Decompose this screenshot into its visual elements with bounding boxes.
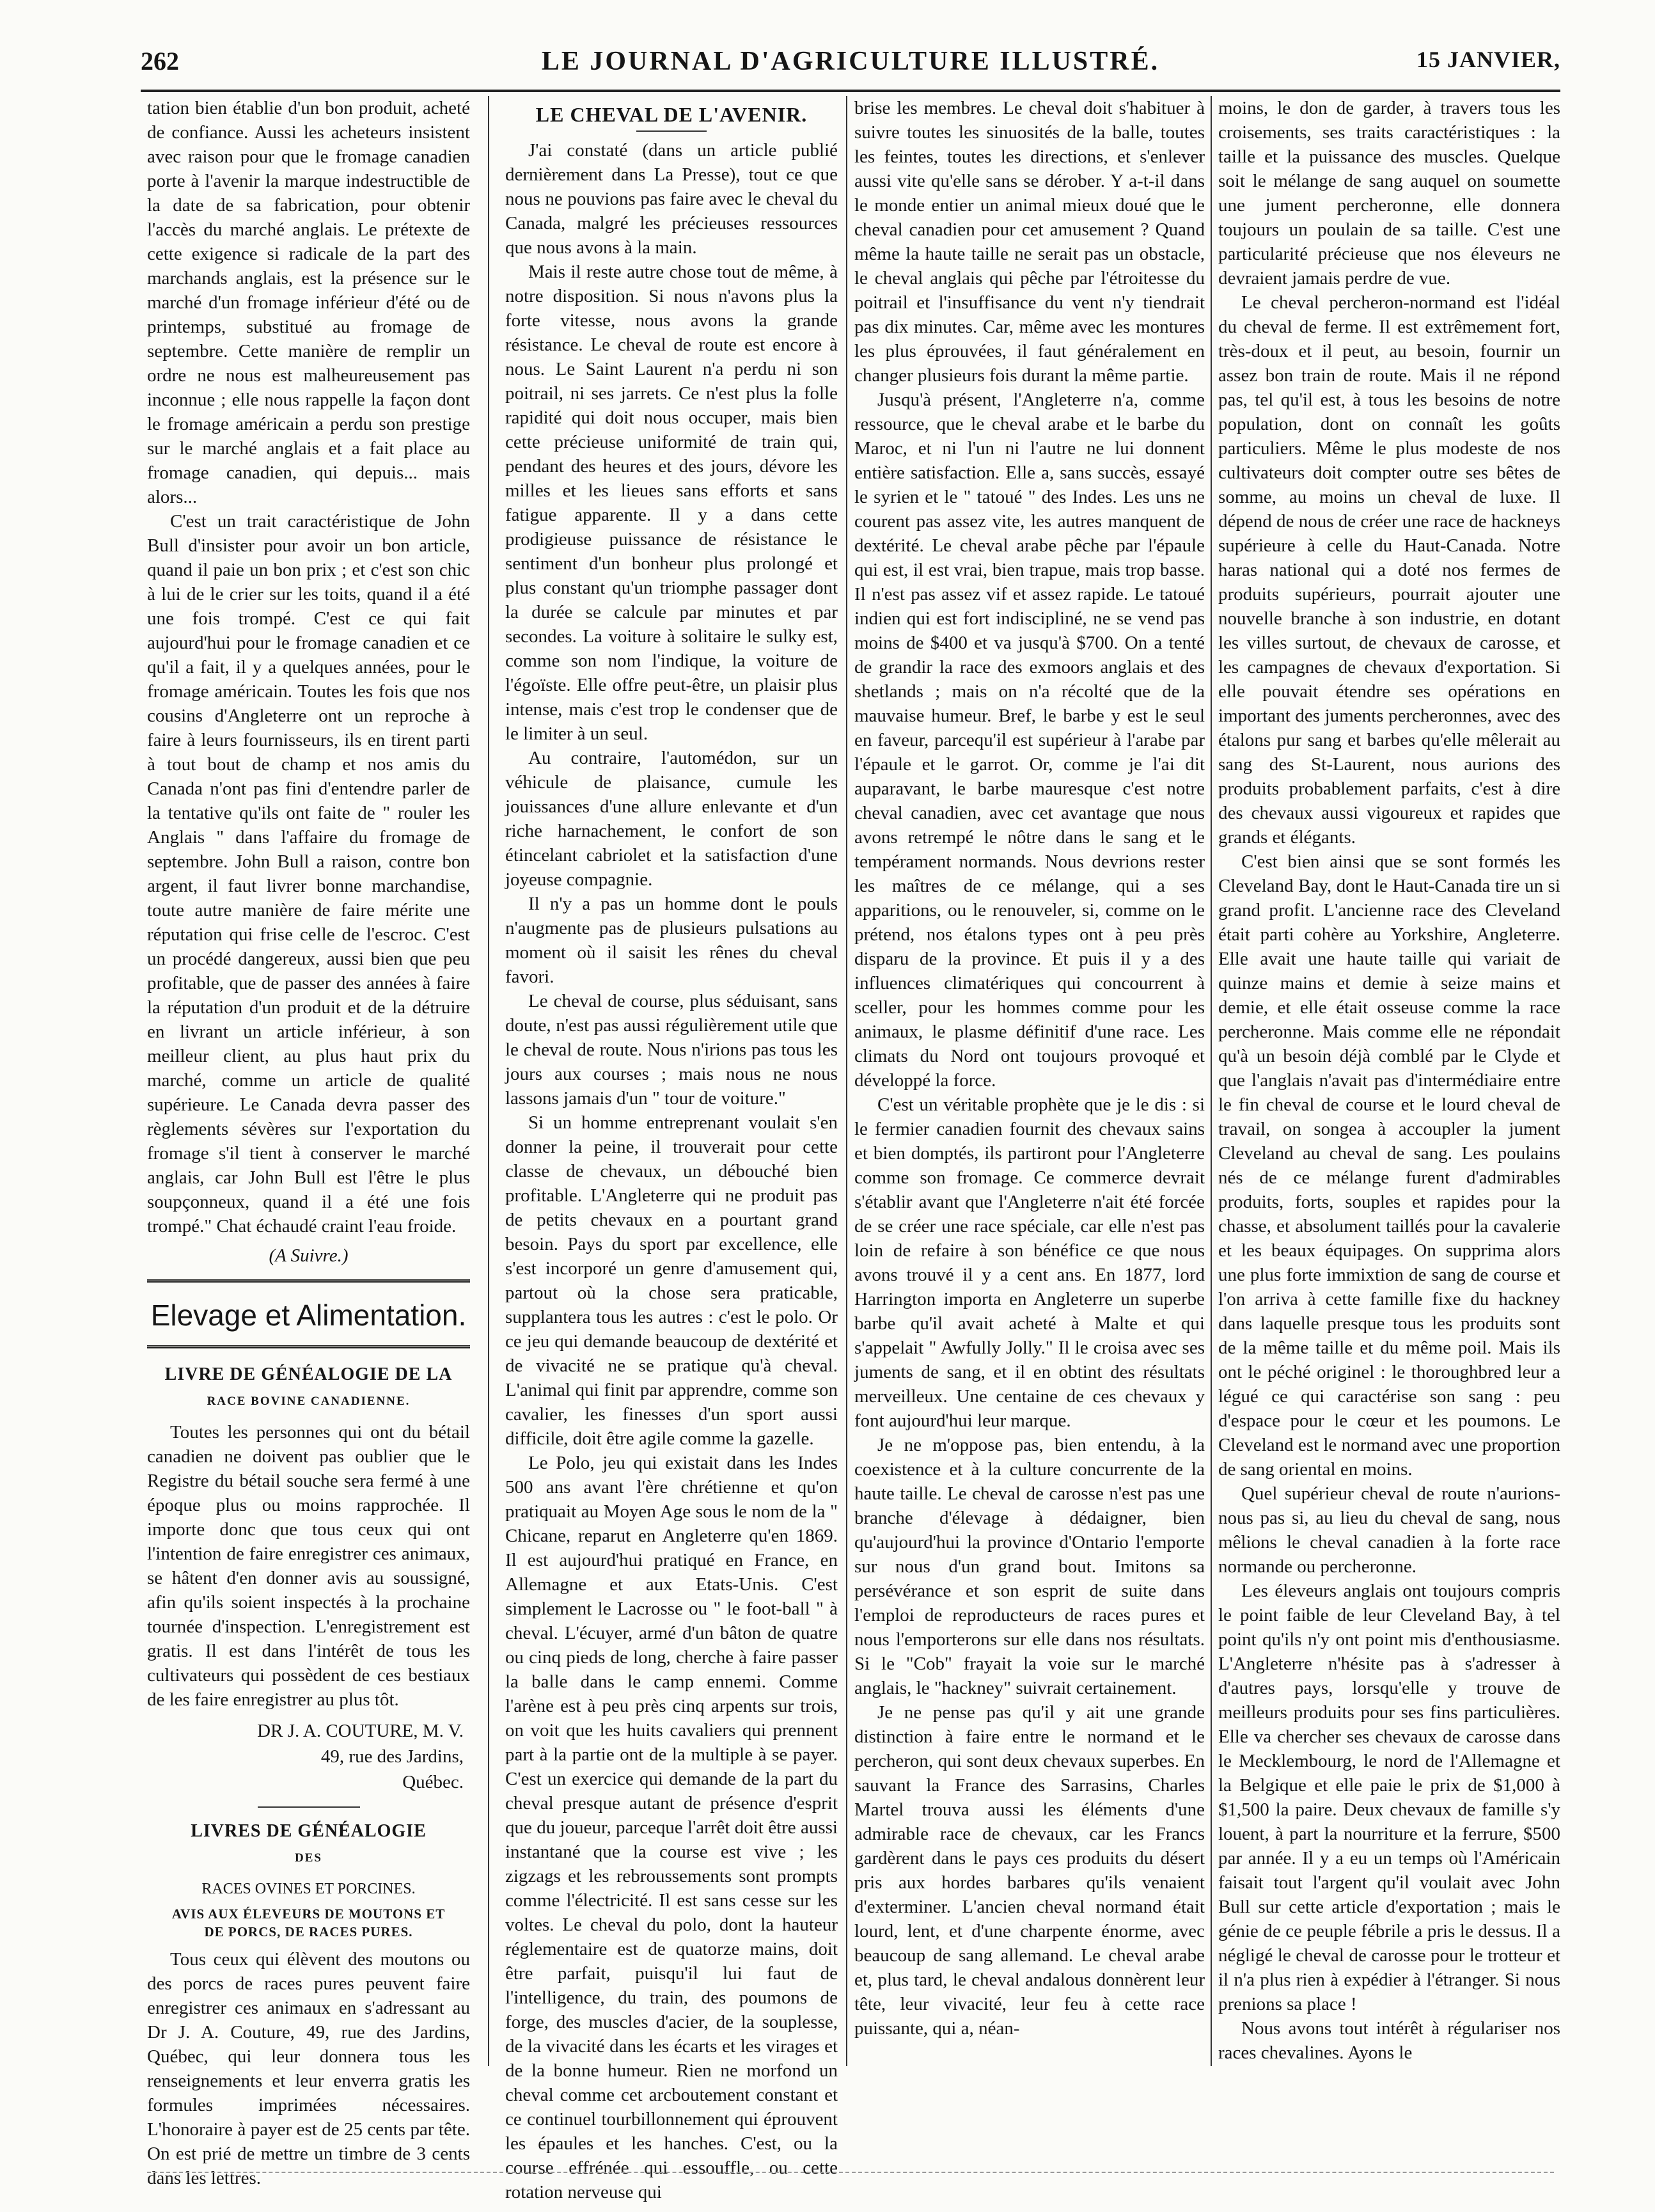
paragraph: brise les membres. Le cheval doit s'habituer à suivre toutes les sinuosités de la balle, toutes les feintes, toutes les directions, et s'enlever aussi vite qu'elle sans se dérober. Y a-t-il dans le monde entier un animal mieux doué que le cheval canadien pour cet amusement ? Quand même la haute taille ne serait pas un obstacle, le cheval anglais qui pêche par l'étroitesse du poitrail et l'insuffisance du vent n'y tiendrait pas dix minutes. Car, même avec les montures les plus éprouvées, il faut généralement en changer plusieurs fois durant la même partie.	[854, 98, 1205, 386]
paragraph: moins, le don de garder, à travers tous les croisements, ses traits caractéristiques : la taille et la puissance des muscles. Quelque soit le mélange de sang auquel on soumette une jument percheronne, elle donnera toujours un poulain de sa taille. C'est une particularité précieuse que nos éleveurs ne devraient jamais perdre de vue.	[1218, 98, 1560, 288]
livre-title: LIVRE DE GÉNÉALOGIE DE LA	[164, 1364, 453, 1384]
column-divider	[1211, 96, 1212, 2066]
paragraph: C'est un véritable prophète que je le dis : si le fermier canadien fournit des chevaux sains et bien domptés, ils partiront pour l'Angleterre comme son fromage. Ce commerce devrait s'établir avant que l'Angleterre n'ait été forcée de se créer une race spéciale, car elle n'est pas loin de refaire à son bénéfice ce que nous avons trouvé il y a cent ans. En 1877, lord Harrington importa en Angleterre un superbe barbe qu'il avait acheté à Malte et qui s'appelait " Awfully Jolly." Il le croisa avec ses juments de sang, et il en obtint des résultats merveilleux. Une centaine de ces chevaux y font aujourd'hui leur marque.	[854, 1094, 1205, 1431]
paragraph: Le Polo, jeu qui existait dans les Indes 500 ans avant l'ère chrétienne et qu'on pratiquait au Moyen Age sous le nom de la " Chicane, reparut en Angleterre qu'en 1869. Il est aujourd'hui pratiqué en France, en Allemagne et aux Etats-Unis. C'est simplement le Lacrosse ou " le foot-ball " à cheval. L'écuyer, armé d'un bâton de quatre ou cinq pieds de long, cherche à faire passer la balle dans le camp ennemi. Comme l'arène est à peu près cinq arpents sur trois, on voit que les huits cavaliers qui prennent part à la partie ont de la multiple à se payer. C'est un exercice qui demande de la part du cheval presque autant de présence d'esprit que du joueur, parceque l'arrêt doit être aussi instantané que la course est vive ; les zigzags et les rebroussements sont prompts comme l'électricité. Il est sans cesse sur les voltes. Le cheval du polo, dont la hauteur réglementaire est de quatorze mains, doit être parfait, puisqu'il lui faut de l'intelligence, du train, des poumons de forge, des muscles d'acier, de la souplesse, de la vivacité dans les écarts et les virages et de la bonne humeur. Rien ne morfond un cheval comme cet arcboutement constant et ce continuel tourbillonnement qui éprouvent les épaules et les hanches. C'est, ou la course effrénée qui essouffle, ou cette rotation nerveuse qui	[505, 1453, 838, 2202]
paragraph: Mais il reste autre chose tout de même, à notre disposition. Si nous n'avons plus la forte vitesse, nous avons la grande résistance. Le cheval de route est encore à nous. Le Saint Laurent n'a perdu ni son poitrail, ni ses jarrets. Ce n'est plus la folle rapidité qui doit nous occuper, mais bien cette précieuse uniformité de train qui, pendant des heures et des jours, dévore les milles et les lieues sans efforts et sans fatigue apparente. Il y a dans cette prodigieuse puissance de résistance le sentiment d'un bonheur plus prolongé et plus constant qu'un triomphe passager dont la durée se calcule par minutes et par secondes. La voiture à solitaire le sulky est, comme son nom l'indique, la voiture de l'égoïste. Elle offre peut-être, un plaisir plus intense, mais c'est trop le condenser que de le limiter à un seul.	[505, 262, 838, 744]
paragraph: Le cheval percheron-normand est l'idéal du cheval de ferme. Il est extrêmement fort, très-doux et il peut, au besoin, fournir un assez bon train de route. Mais il ne répond pas, tel qu'il est, à tous les besoins de notre population, dont on connaît les goûts particuliers. Même le plus modeste de nos cultivateurs doit compter outre ses bêtes de somme, au moins un cheval de luxe. Il dépend de nous de créer une race de hackneys supérieure à celle du Haut-Canada. Notre haras national qui a doté nos fermes de produits supérieurs, pourrait ajouter une nouvelle branche à son industrie, en dotant les villes surtout, de chevaux de carosse, et les campagnes de chevaux d'exportation. Si elle pouvait étendre ses opérations en important des juments percheronnes, avec des étalons pur sang et barbes qu'elle mêlerait au sang des St-Laurent, nous aurions des produits probablement parfaits, c'est à dire des chevaux aussi vigoureux et rapides que grands et élégants.	[1218, 292, 1560, 848]
paragraph: Je ne pense pas qu'il y ait une grande distinction à faire entre le normand et le percheron, qui sont deux chevaux superbes. En sauvant la France des Sarrasins, Charles Martel trouva aussi les éléments d'une admirable race de chevaux, car les Francs gardèrent dans le pays ces produits du désert pris aux hordes barbares qu'ils venaient d'exterminer. L'ancien cheval normand était lourd, lent, et d'une charpente énorme, avec beaucoup de sang allemand. Le cheval arabe et, plus tard, le cheval andalous donnèrent leur tête, leur vivacité, leur feu à cette race puissante, qui a, néan-	[854, 1702, 1205, 2039]
paragraph: Il n'y a pas un homme dont le pouls n'augmente pas de plusieurs pulsations au moment où il saisit les rênes du cheval favori.	[505, 894, 838, 987]
column-1	[147, 96, 470, 2188]
avis-line: AVIS AUX ÉLEVEURS DE MOUTONS ET	[171, 1906, 446, 1922]
column-divider	[846, 96, 847, 2066]
article-title: LE CHEVAL DE L'AVENIR.	[535, 103, 808, 126]
paragraph: tation bien établie d'un bon produit, acheté de confiance. Aussi les acheteurs insistent avec raison pour que le fromage canadien porte à l'avenir la marque indestructible de la date de sa fabrication, pour obtenir l'accès du marché anglais. Le prétexte de cette exigence si radicale de la part des marchands anglais, est la présence sur le marché d'un fromage inférieur d'été ou de printemps, substitué au fromage de septembre. Cette manière de remplir un ordre ne nous est malheureusement pas inconnue ; elle nous rappelle la façon dont le fromage américain a perdu son prestige sur le marché anglais et a fait place au fromage canadien, qui depuis... mais alors...	[147, 98, 470, 507]
paragraph: Si un homme entreprenant voulait s'en donner la peine, il trouverait pour cette classe de chevaux, un débouché bien profitable. L'Angleterre qui ne produit pas de petits chevaux en a pourtant grand besoin. Pays du sport par excellence, elle s'est incorporé un genre d'amusement qui, partout où la chose sera praticable, supplantera tous les autres : c'est le polo. Or ce jeu qui demande beaucoup de dextérité et de vivacité ne se pratique qu'à cheval. L'animal qui finit par apprendre, comme son cavalier, les finesses d'un sport aussi difficile, doit être agile comme la gazelle.	[505, 1112, 838, 1449]
section-rule	[147, 1345, 470, 1351]
title-rule	[636, 130, 707, 132]
paragraph: Je ne m'oppose pas, bien entendu, à la coexistence et à la culture concurrente de la haute taille. Le cheval de carosse n'est pas une branche d'élevage à dédaigner, bien qu'aujourd'hui la province d'Ontario l'emporte sur nous d'un grand bout. Imitons sa persévérance et son esprit de suite dans l'emploi de reproducteurs de races pures et nous l'emporterons sur elle dans nos résultats. Si le "Cob" frayait la voie sur le marché anglais, le "hackney" suivrait certainement.	[854, 1435, 1205, 1698]
livres-races: RACES OVINES ET PORCINES.	[201, 1881, 416, 1897]
avis-heading	[147, 1905, 470, 1941]
signature-address: 49, rue des Jardins,	[320, 1746, 464, 1767]
header-rule	[141, 90, 1560, 92]
avis-line: DE PORCS, DE RACES PURES.	[204, 1924, 413, 1939]
signature-city: Québec.	[402, 1772, 464, 1792]
paragraph: Nous avons tout intérêt à régulariser nos races chevalines. Ayons le	[1218, 2018, 1560, 2063]
livres-title: LIVRES DE GÉNÉALOGIE	[191, 1821, 427, 1841]
divider	[258, 1806, 360, 1808]
signature-name: DR J. A. COUTURE, M. V.	[257, 1721, 464, 1741]
section-title: Elevage et Alimentation.	[150, 1299, 467, 1332]
paragraph: Jusqu'à présent, l'Angleterre n'a, comme ressource, que le cheval arabe et le barbe du Maroc, et ni l'un ni l'autre ne lui donnent entière satisfaction. Elle a, sans succès, essayé le syrien et le " tatoué " des Indes. Les uns ne courent pas assez vite, les autres manquent de dextérité. Le cheval arabe pêche par l'épaule qui est, il est vrai, bien trapue, mais trop basse. Il n'est pas assez vif et assez rapide. Le tatoué indien qui est fort indiscipliné, ne se vend pas moins de $400 et va jusqu'à $700. On a tenté de grandir la race des exmoors anglais et des shetlands ; mais on n'a récolté que de la mauvaise humeur. Bref, le barbe y est le seul en faveur, parcequ'il est supérieur à l'arabe par l'épaule et le garrot. Or, comme je l'ai dit auparavant, le barbe mauresque c'est notre cheval canadien, avec cet avantage que nous avons retrempé le nôtre dans le sang et le tempérament normands. Nous devrions rester les maîtres de ce mélange, qui a ses apparitions, ou le renouveler, si, comme on le prétend, nos étalons types ont à peu près disparu de la province. Et puis il y a des influences climatériques qui concourrent à sceller, pour les hommes comme pour les animaux, le plasme définitif d'une race. Les climats du Nord ont toujours provoqué et développé la force.	[854, 390, 1205, 1091]
to-be-continued: (A Suivre.)	[269, 1245, 349, 1266]
issue-date: 15 JANVIER,	[1416, 47, 1560, 72]
paragraph: J'ai constaté (dans un article publié dernièrement dans La Presse), tout ce que nous ne pouvions pas faire avec le cheval du Canada, malgré les précieuses ressources que nous avons à la main.	[505, 140, 838, 258]
page-number: 262	[141, 47, 179, 75]
bottom-edge-marks	[147, 2172, 1554, 2173]
paragraph: Quel supérieur cheval de route n'aurions-nous pas si, au lieu du cheval de sang, nous mêlions le cheval canadien à la forte race normande ou percheronne.	[1218, 1483, 1560, 1577]
masthead	[141, 46, 1560, 82]
paragraph: Tous ceux qui élèvent des moutons ou des porcs de races pures peuvent faire enregistrer ces animaux en s'adressant au Dr J. A. Couture, 49, rue des Jardins, Québec, qui leur donnera tous les renseignements et leur enverra gratis les formules imprimées nécessaires. L'honoraire à payer est de 25 cents par tête. On est prié de mettre un timbre de 3 cents dans les lettres.	[147, 1949, 470, 2188]
paragraph: Au contraire, l'automédon, sur un véhicule de plaisance, cumule les jouissances d'une allure enlevante et d'un riche harnachement, le confort de son étincelant cabriolet et la satisfaction d'une joyeuse compagnie.	[505, 748, 838, 890]
journal-title: LE JOURNAL D'AGRICULTURE ILLUSTRÉ.	[541, 47, 1160, 76]
paragraph: Toutes les personnes qui ont du bétail canadien ne doivent pas oublier que le Registre du bétail souche sera fermé à une époque plus ou moins rapprochée. Il importe donc que tous ceux qui ont l'intention de faire enregistrer ces animaux, se hâtent d'en donner avis au soussigné, afin qu'ils soient inspectés à la prochaine tournée d'inspection. L'enregistrement est gratis. Il est dans l'intérêt de tous les cultivateurs qui possèdent de ces bestiaux de les faire enregistrer au plus tôt.	[147, 1422, 470, 1710]
paragraph: Le cheval de course, plus séduisant, sans doute, n'est pas aussi régulièrement utile que le cheval de route. Nous n'irions pas tous les jours aux courses ; mais nous ne nous lassons jamais d'un " tour de voiture."	[505, 991, 838, 1109]
livre-subtitle: RACE BOVINE CANADIENNE.	[207, 1394, 411, 1408]
column-2	[505, 96, 838, 2202]
column-3	[854, 96, 1205, 2060]
column-4	[1218, 96, 1560, 2063]
paragraph: C'est un trait caractéristique de John Bull d'insister pour avoir un bon article, quand il paie un bon prix ; et c'est son chic à lui de le crier sur les toits, quand il a été une fois trompé. C'est ce qui fait aujourd'hui pour le fromage canadien et ce qu'il a fait, il y a quelques années, pour le fromage américain. Toutes les fois que nos cousins d'Angleterre ont un reproche à faire à leurs fournisseurs, ils en tirent parti à tout bout de champ et nos amis du Canada n'ont pas fini d'entendre parler de la tentative qu'ils ont faite de " rouler les Anglais " dans l'affaire du fromage de septembre. John Bull a raison, contre bon argent, il faut livrer bonne marchandise, toute autre manière de faire mérite une réputation qui frise celle de l'escroc. C'est un procédé dangereux, aussi bien que peu profitable, que de passer des années à faire la réputation d'un produit et de la détruire en livrant un article inférieur, à son meilleur client, au plus haut prix du marché, comme un article de qualité supérieure. Le Canada devra passer des règlements sévères sur l'exportation du fromage s'il tient à conserver le marché anglais, car John Bull est l'être le plus soupçonneux, quand il a été une fois trompé." Chat échaudé craint l'eau froide.	[147, 511, 470, 1236]
paragraph: C'est bien ainsi que se sont formés les Cleveland Bay, dont le Haut-Canada tire un si grand profit. L'ancienne race des Cleveland était parti cohère au Yorkshire, Angleterre. Elle avait une haute taille qui variait de quinze mains et demie à seize mains et demie, et elle était osseuse comme la race percheronne. Mais comme elle ne répondait qu'à un besoin déjà comblé par le Clyde et que l'anglais n'avait pas d'intermédiaire entre le fin cheval de course et le lourd cheval de travail, on songea à accoupler la jument Cleveland au cheval de sang. Les poulains nés de ce mélange furent d'admirables produits, forts, souples et rapides pour la chasse, et absolument taillés pour la cavalerie et les beaux équipages. On supprima alors une plus forte immixtion de sang de course et l'on arriva à cette famille fixe du hackney dans laquelle presque tous les produits sont de la même taille et du même poil. Mais ils ont le péché originel : le thoroughbred leur a légué ce qui caractérise son sang : peu d'espace pour le cœur et les poumons. Le Cleveland est le normand avec une proportion de sang oriental en moins.	[1218, 851, 1560, 1480]
signature-block	[147, 1718, 464, 1795]
column-divider	[488, 96, 489, 2066]
paragraph: Les éleveurs anglais ont toujours compris le point faible de leur Cleveland Bay, à tel point qu'ils n'y ont point mis d'enthousiasme. L'Angleterre n'hésite pas à s'adresser à d'autres pays, lorsqu'elle y trouve de meilleurs produits pour ses fins particulières. Elle va chercher ses chevaux de carosse dans le Mecklembourg, le nord de l'Allemagne et la Belgique et elle paie le prix de $1,000 à $1,500 la paire. Deux chevaux de famille s'y louent, à part la nourriture et la ferrure, $500 par année. Il y a eu un temps où l'Américain faisait tout l'argent qu'il voulait avec John Bull sur cette article d'exportation ; mais le génie de ce peuple fébrile a pris le dessus. Il a négligé le cheval de carosse pour le trotteur et il n'a plus rien à expédier à l'étranger. Si nous prenions sa place !	[1218, 1581, 1560, 2014]
livres-des: DES	[295, 1851, 322, 1865]
section-rule	[147, 1279, 470, 1285]
